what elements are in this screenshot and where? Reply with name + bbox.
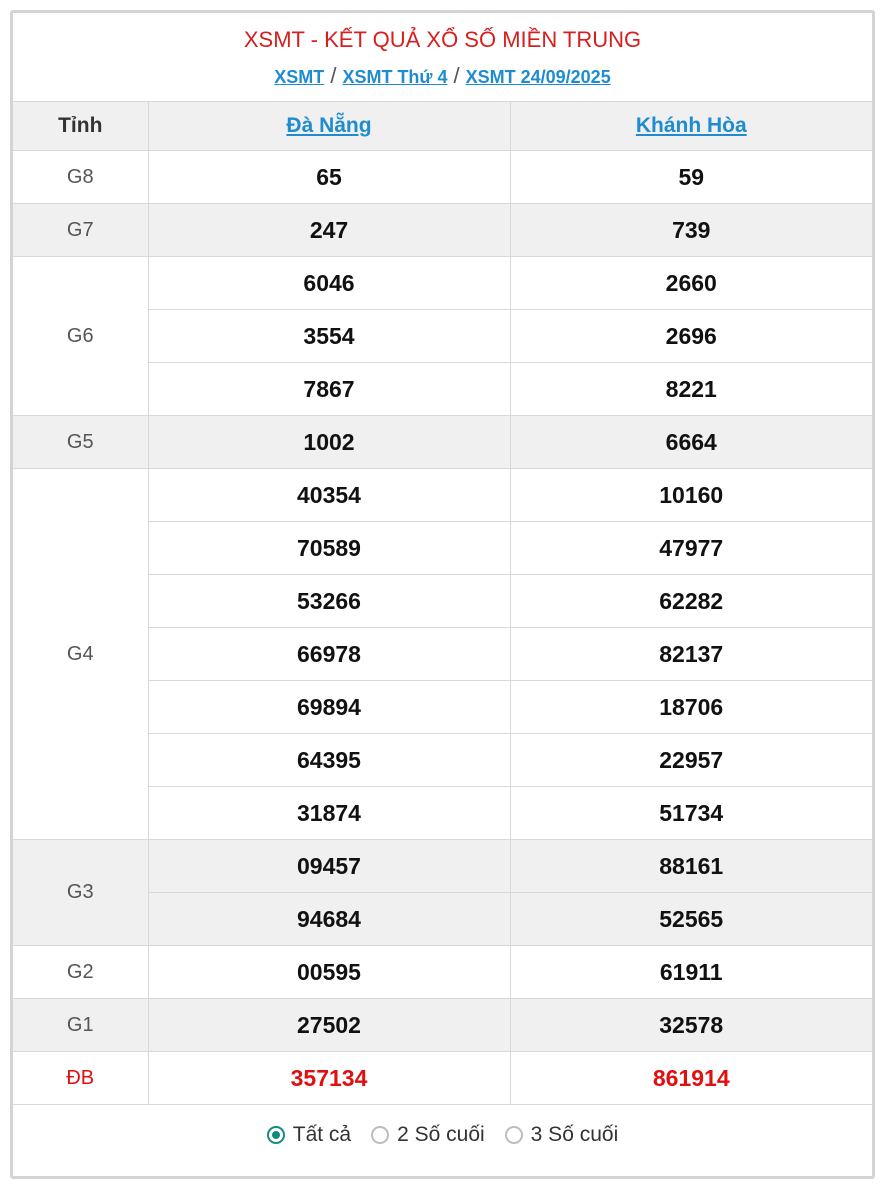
results-table (13, 101, 872, 1105)
result-number-khanh-hoa: 52565 (510, 893, 872, 946)
result-number-da-nang: 69894 (148, 681, 510, 734)
breadcrumb (13, 63, 872, 90)
results-body (13, 151, 872, 1105)
radio-icon[interactable] (371, 1126, 389, 1144)
column-header-province: Tỉnh (13, 102, 148, 151)
result-number-khanh-hoa: 61911 (510, 946, 872, 999)
prize-label: G8 (13, 151, 148, 204)
radio-icon[interactable] (505, 1126, 523, 1144)
result-number-khanh-hoa: 739 (510, 204, 872, 257)
result-number-da-nang: 31874 (148, 787, 510, 840)
result-number-khanh-hoa: 51734 (510, 787, 872, 840)
result-number-khanh-hoa: 2660 (510, 257, 872, 310)
table-header-row (13, 102, 872, 151)
result-number-khanh-hoa: 18706 (510, 681, 872, 734)
result-number-da-nang: 7867 (148, 363, 510, 416)
filter-option-last-3[interactable] (505, 1123, 619, 1147)
column-header-khanh-hoa (510, 102, 872, 151)
result-number-khanh-hoa: 2696 (510, 310, 872, 363)
prize-label: G7 (13, 204, 148, 257)
breadcrumb-link-xsmt[interactable]: XSMT (274, 67, 325, 87)
result-number-da-nang: 64395 (148, 734, 510, 787)
table-row (13, 151, 872, 204)
filter-option-last-2[interactable] (371, 1123, 485, 1147)
result-number-khanh-hoa: 861914 (510, 1052, 872, 1105)
province-link-khanh-hoa[interactable]: Khánh Hòa (635, 114, 747, 137)
result-number-khanh-hoa: 22957 (510, 734, 872, 787)
prize-label: G3 (13, 840, 148, 946)
result-number-da-nang: 357134 (148, 1052, 510, 1105)
table-row (13, 999, 872, 1052)
filter-option-label: 2 Số cuối (397, 1123, 485, 1146)
results-card (10, 10, 875, 1179)
table-row (13, 469, 872, 522)
table-row (13, 946, 872, 999)
result-number-da-nang: 27502 (148, 999, 510, 1052)
filter-option-label: Tất cả (292, 1123, 352, 1146)
page-title: XSMT - KẾT QUẢ XỔ SỐ MIỀN TRUNG (243, 27, 642, 52)
column-header-da-nang (148, 102, 510, 151)
prize-label: ĐB (13, 1052, 148, 1105)
table-row (13, 204, 872, 257)
radio-icon[interactable] (267, 1126, 285, 1144)
province-link-da-nang[interactable]: Đà Nẵng (286, 114, 372, 137)
result-number-da-nang: 40354 (148, 469, 510, 522)
result-number-da-nang: 00595 (148, 946, 510, 999)
breadcrumb-separator: / (330, 63, 337, 88)
result-number-khanh-hoa: 62282 (510, 575, 872, 628)
result-number-da-nang: 6046 (148, 257, 510, 310)
result-number-da-nang: 66978 (148, 628, 510, 681)
prize-label: G1 (13, 999, 148, 1052)
prize-label: G4 (13, 469, 148, 840)
result-number-da-nang: 3554 (148, 310, 510, 363)
result-number-khanh-hoa: 59 (510, 151, 872, 204)
result-number-khanh-hoa: 82137 (510, 628, 872, 681)
result-number-da-nang: 65 (148, 151, 510, 204)
prize-label: G5 (13, 416, 148, 469)
breadcrumb-separator: / (453, 63, 460, 88)
digit-filter (13, 1105, 872, 1165)
prize-label: G2 (13, 946, 148, 999)
result-number-da-nang: 53266 (148, 575, 510, 628)
table-row (13, 257, 872, 310)
result-number-da-nang: 1002 (148, 416, 510, 469)
result-number-khanh-hoa: 8221 (510, 363, 872, 416)
result-number-khanh-hoa: 88161 (510, 840, 872, 893)
breadcrumb-link-thu4[interactable]: XSMT Thứ 4 (342, 67, 448, 87)
result-number-khanh-hoa: 32578 (510, 999, 872, 1052)
result-number-da-nang: 70589 (148, 522, 510, 575)
filter-option-label: 3 Số cuối (530, 1123, 619, 1146)
table-row (13, 840, 872, 893)
result-number-da-nang: 247 (148, 204, 510, 257)
result-number-khanh-hoa: 47977 (510, 522, 872, 575)
result-number-da-nang: 09457 (148, 840, 510, 893)
result-number-khanh-hoa: 6664 (510, 416, 872, 469)
breadcrumb-link-date[interactable]: XSMT 24/09/2025 (465, 67, 611, 87)
table-row (13, 416, 872, 469)
prize-label: G6 (13, 257, 148, 416)
table-row (13, 1052, 872, 1105)
results-header (13, 13, 872, 101)
result-number-da-nang: 94684 (148, 893, 510, 946)
filter-option-all[interactable] (267, 1123, 351, 1147)
result-number-khanh-hoa: 10160 (510, 469, 872, 522)
